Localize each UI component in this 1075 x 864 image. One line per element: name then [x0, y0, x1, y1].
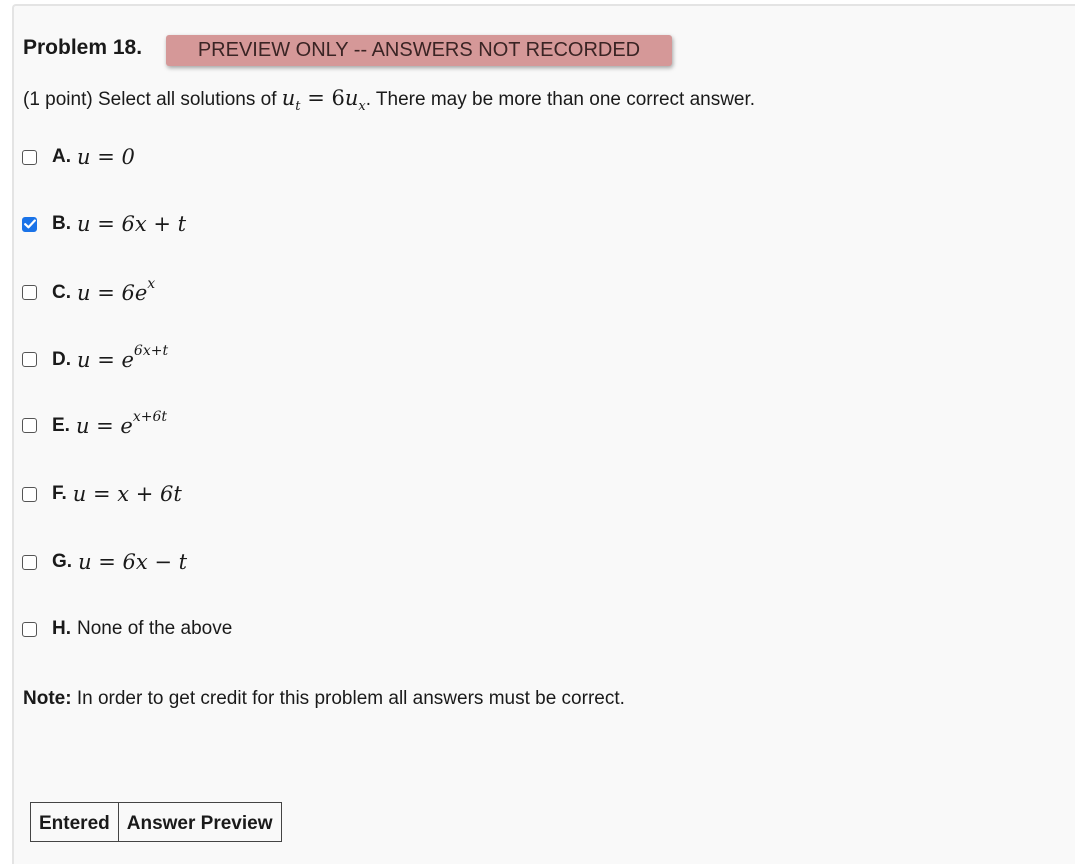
choice-expression	[73, 482, 182, 506]
choice-expression-base: u = e	[77, 348, 134, 372]
choice-expression-exponent: x+6t	[132, 409, 168, 425]
choice-c[interactable]	[22, 276, 156, 305]
pde-equation	[281, 86, 366, 115]
choice-checkbox[interactable]	[22, 622, 37, 637]
choice-checkbox[interactable]	[22, 352, 37, 367]
answers-header-entered: Entered	[31, 803, 119, 842]
choice-letter: F.	[52, 483, 67, 504]
note-label: Note:	[23, 688, 72, 709]
grading-note	[23, 688, 625, 710]
answers-table	[30, 802, 282, 842]
answers-table-header-row	[31, 803, 282, 842]
choice-expression-base: u = e	[75, 414, 133, 438]
choice-checkbox[interactable]	[22, 555, 37, 570]
choice-expression-base: u = 0	[77, 145, 135, 169]
choice-letter: B.	[52, 213, 71, 234]
choice-checkbox[interactable]	[22, 150, 37, 165]
choice-e[interactable]	[22, 409, 168, 438]
eq-lhs: u	[281, 86, 296, 110]
choice-f[interactable]	[22, 482, 182, 506]
choice-expression	[77, 343, 169, 372]
choice-b[interactable]	[22, 212, 186, 236]
eq-rhs: u	[344, 86, 359, 110]
eq-coef: 6	[331, 86, 345, 110]
choice-expression	[77, 212, 186, 236]
choice-h[interactable]	[22, 618, 232, 640]
answers-header-preview: Answer Preview	[118, 803, 281, 842]
choice-g[interactable]	[22, 550, 187, 574]
choice-checkbox[interactable]	[22, 285, 37, 300]
problem-panel	[12, 4, 1075, 864]
choice-checkbox[interactable]	[22, 418, 37, 433]
note-text: In order to get credit for this problem all answers must be correct.	[71, 688, 625, 709]
preview-only-banner: PREVIEW ONLY -- ANSWERS NOT RECORDED	[166, 35, 672, 66]
problem-title: Problem 18.	[23, 36, 143, 59]
choice-expression	[75, 409, 168, 438]
problem-statement	[23, 86, 755, 114]
choice-expression-base: u = x + 6t	[72, 482, 182, 506]
choice-expression-base: u = 6x − t	[78, 550, 188, 574]
choice-expression-base: u = 6e	[77, 281, 148, 305]
choice-checkbox[interactable]	[22, 487, 37, 502]
choice-letter: H.	[52, 618, 71, 639]
eq-sign: =	[300, 86, 332, 110]
choice-letter: A.	[52, 146, 71, 167]
choice-expression	[77, 145, 135, 169]
statement-suffix: . There may be more than one correct answer.	[365, 89, 756, 110]
checkmark-icon	[24, 219, 36, 229]
choice-letter: G.	[52, 551, 73, 572]
choice-expression-exponent: 6x+t	[133, 343, 169, 359]
statement-prefix: (1 point) Select all solutions of	[23, 89, 282, 110]
eq-lhs-sub: t	[295, 99, 301, 115]
choice-expression-exponent: x	[147, 276, 156, 292]
choice-expression	[77, 276, 156, 305]
choice-text: None of the above	[77, 618, 233, 639]
choice-letter: E.	[52, 414, 70, 436]
choice-expression-base: u = 6x + t	[77, 212, 187, 236]
choice-letter: C.	[52, 281, 71, 303]
choice-letter: D.	[52, 348, 71, 370]
choice-expression	[78, 550, 187, 574]
eq-rhs-sub: x	[358, 99, 366, 115]
choice-d[interactable]	[22, 343, 169, 372]
choice-checkbox[interactable]	[22, 217, 37, 232]
choice-a[interactable]	[22, 145, 135, 169]
problem-heading	[23, 36, 142, 60]
